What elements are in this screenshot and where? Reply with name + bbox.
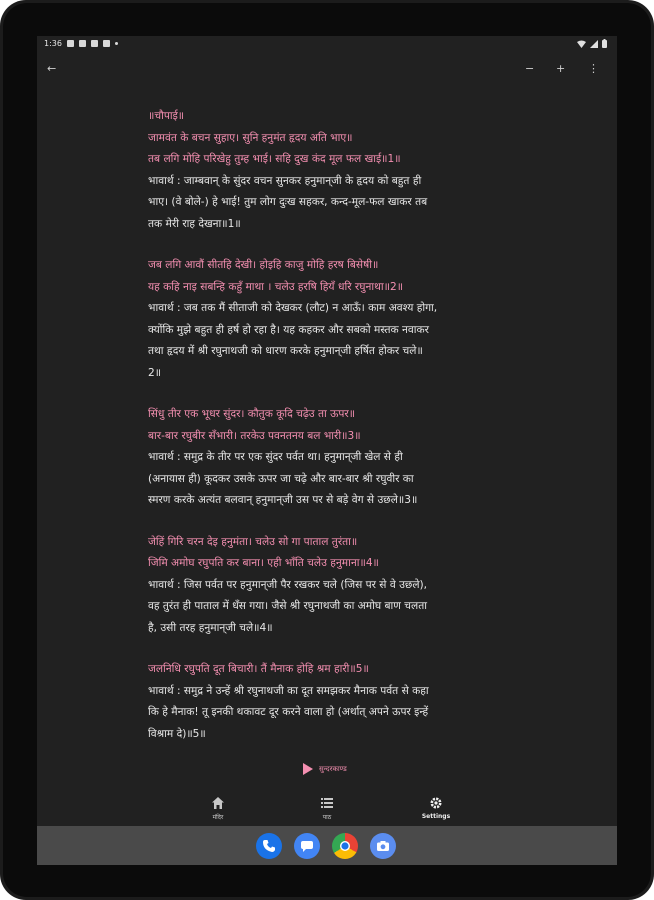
status-right	[577, 39, 607, 48]
back-icon[interactable]: ←	[47, 62, 57, 75]
more-notifications-icon	[115, 42, 118, 45]
verse-line: जलनिधि रघुपति दूत बिचारी। तैं मैनाक होहि श्रम हारी॥5॥	[148, 663, 369, 675]
status-left	[44, 39, 118, 48]
meaning-line: है, उसी तरह हनुमान्‌जी चले॥4॥	[148, 621, 273, 634]
bottom-navigation	[37, 792, 617, 826]
section-2	[148, 255, 508, 384]
meaning-line: कि हे मैनाक! तू इनकी थकावट दूर करने वाला हो (अर्थात्‌ अपने ऊपर इन्हें	[148, 706, 429, 718]
phone-icon[interactable]	[256, 833, 282, 859]
meaning-line: विश्राम दे)॥5॥	[148, 727, 206, 740]
meaning-line: भावार्थ : जाम्बवान्‌ के सुंदर वचन सुनकर हनुमान्‌जी के हृदय को बहुत ही	[148, 174, 422, 187]
section-5	[148, 659, 508, 745]
notification-icon	[91, 40, 98, 47]
section-4	[148, 532, 508, 640]
meaning-line: भाए। (वे बोले-) हे भाई! तुम लोग दुःख सहकर, कन्द-मूल-फल खाकर तब	[148, 196, 428, 208]
app-dock	[256, 833, 396, 859]
nav-item-settings[interactable]	[396, 796, 476, 820]
section-spacer	[148, 384, 508, 404]
verse-line: यह कहि नाइ सबन्हि कहुँ माथा । चलेउ हरषि हियँ धरि रघुनाथा॥2॥	[148, 280, 404, 293]
home-icon	[211, 796, 225, 810]
meaning-line: तक मेरी राह देखना॥1॥	[148, 217, 241, 230]
nav-label: Settings	[421, 813, 451, 820]
section-3	[148, 404, 508, 512]
more-options-icon[interactable]: ⋮	[588, 62, 599, 75]
zoom-in-button[interactable]: +	[556, 62, 566, 75]
meaning-line: क्योंकि मुझे बहुत ही हर्ष हो रहा है। यह कहकर और सबको मस्तक नवाकर	[148, 323, 429, 336]
nav-item-list[interactable]	[287, 796, 367, 821]
section-spacer	[148, 639, 508, 659]
verse-line: जामवंत के बचन सुहाए। सुनि हनुमंत हृदय अति भाए॥	[148, 131, 353, 144]
meaning-line: भावार्थ : जब तक मैं सीताजी को देखकर (लौट) न आऊँ। काम अवश्य होगा,	[148, 302, 438, 314]
verse-line: जेहिं गिरि चरन देइ हनुमंता। चलेउ सो गा पाताल तुरंता॥	[148, 535, 358, 548]
camera-icon[interactable]	[370, 833, 396, 859]
verse-line: जिमि अमोघ रघुपति कर बाना। एही भाँति चलेउ हनुमाना॥4॥	[148, 557, 379, 569]
meaning-line: भावार्थ : समुद्र ने उन्हें श्री रघुनाथजी का दूत समझकर मैनाक पर्वत से कहा	[148, 684, 429, 697]
verse-line: सिंधु तीर एक भूधर सुंदर। कौतुक कूदि चढ़ेउ ता ऊपर॥	[148, 408, 356, 420]
verse-line: बार-बार रघुबीर सँभारी। तरकेउ पवनतनय बल भारी॥3॥	[148, 429, 361, 442]
nav-label: पाठ	[322, 814, 332, 821]
chrome-icon[interactable]	[332, 833, 358, 859]
meaning-line: 2॥	[148, 366, 162, 379]
meaning-line: (अनायास ही) कूदकर उसके ऊपर जा चढ़े और बार-बार श्री रघुवीर का	[148, 472, 414, 485]
screen	[37, 36, 617, 865]
notification-icon	[103, 40, 110, 47]
wifi-icon	[577, 40, 586, 48]
nav-label: मंदिर	[212, 814, 224, 821]
meaning-line: स्मरण करके अत्यंत बलवान्‌ हनुमान्‌जी उस पर से बड़े वेग से उछले॥3॥	[148, 494, 418, 506]
meaning-line: भावार्थ : जिस पर्वत पर हनुमान्‌जी पैर रखकर चले (जिस पर से वे उछले),	[148, 578, 428, 591]
meaning-line: भावार्थ : समुद्र के तीर पर एक सुंदर पर्वत था। हनुमान्‌जी खेल से ही	[148, 451, 403, 463]
zoom-out-button[interactable]: −	[525, 62, 535, 75]
app-bar	[37, 56, 617, 84]
notification-icon	[79, 40, 86, 47]
chapter-text[interactable]	[148, 106, 508, 745]
status-time: 1:36	[44, 39, 62, 48]
play-icon[interactable]	[303, 763, 313, 775]
verse-line: जब लगि आवौं सीतहि देखी। होइहि काजु मोहि हरष बिसेषी॥	[148, 259, 379, 271]
verse-line: तब लगि मोहि परिखेहु तुम्ह भाई। सहि दुख कंद मूल फल खाई॥1॥	[148, 153, 401, 165]
list-icon	[320, 796, 334, 810]
battery-icon	[602, 39, 607, 48]
section-spacer	[148, 235, 508, 255]
play-label[interactable]: सुन्दरकाण्ड	[319, 764, 347, 773]
meaning-line: तथा हृदय में श्री रघुनाथजी को धारण करके हनुमान्‌जी हर्षित होकर चले॥	[148, 345, 423, 357]
nav-item-home[interactable]	[178, 796, 258, 821]
notification-icon	[67, 40, 74, 47]
section-1	[148, 106, 508, 235]
signal-icon	[590, 40, 598, 48]
messages-icon[interactable]	[294, 833, 320, 859]
audio-player[interactable]	[303, 763, 347, 775]
taskbar	[37, 826, 617, 865]
section-spacer	[148, 512, 508, 532]
settings-icon	[429, 796, 443, 810]
verse-line: ॥चौपाई॥	[148, 110, 185, 122]
meaning-line: वह तुरंत ही पाताल में धँस गया। जैसे श्री रघुनाथजी का अमोघ बाण चलता	[148, 600, 427, 612]
status-bar	[37, 36, 617, 54]
